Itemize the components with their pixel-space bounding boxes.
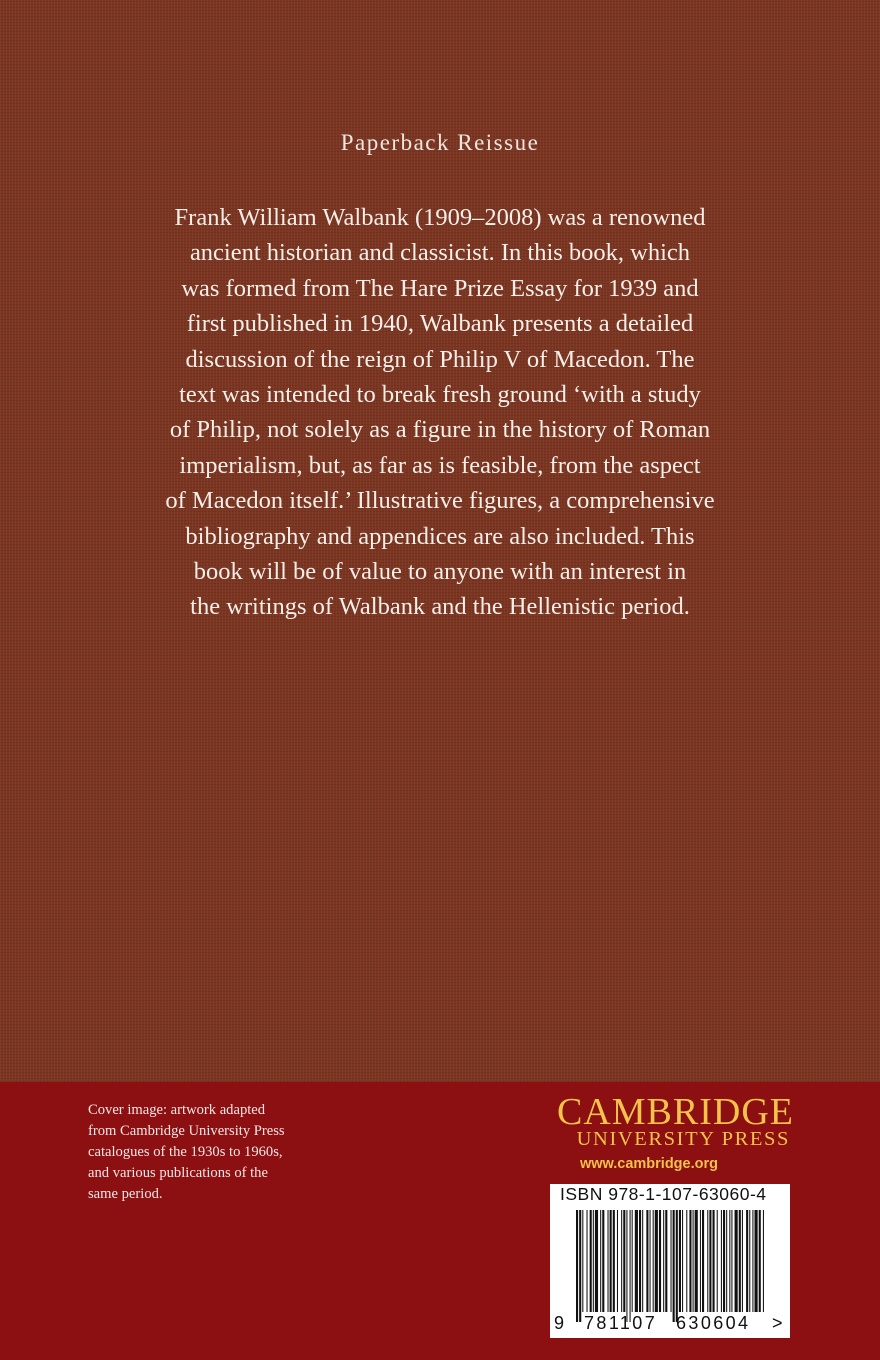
barcode-bar xyxy=(763,1210,764,1312)
barcode-bar xyxy=(639,1210,641,1312)
barcode-bar xyxy=(650,1210,651,1312)
publisher-name: CAMBRIDGE xyxy=(556,1091,794,1133)
barcode-bar xyxy=(717,1210,718,1312)
description-line: book will be of value to anyone with an interest in xyxy=(193,558,687,586)
barcode-bar xyxy=(593,1210,594,1312)
barcode-bar xyxy=(693,1210,694,1312)
barcode-bar xyxy=(695,1210,698,1312)
barcode-bar xyxy=(709,1210,711,1312)
barcode-bar xyxy=(721,1210,722,1312)
barcode-bar xyxy=(632,1210,633,1312)
description-line: Frank William Walbank (1909–2008) was a renowned xyxy=(174,204,706,231)
barcode-bar xyxy=(731,1210,732,1312)
barcode-bar xyxy=(742,1210,743,1312)
description-line: bibliography and appendices are also included. This xyxy=(185,522,695,550)
barcode-bar xyxy=(749,1210,750,1312)
barcode-bar xyxy=(623,1210,625,1312)
series-label: Paperback Reissue xyxy=(340,130,540,155)
barcode-bar xyxy=(590,1210,592,1312)
credit-line: catalogues of the 1930s to 1960s, xyxy=(88,1144,283,1160)
barcode-bar xyxy=(653,1210,654,1312)
barcode-bar xyxy=(663,1210,664,1312)
description-line: of Philip, not solely as a figure in the history of Roman xyxy=(169,416,711,444)
barcode-bar xyxy=(729,1210,730,1312)
barcode-left-group: 781107 xyxy=(584,1313,658,1333)
description-line: text was intended to break fresh ground ‘with a study xyxy=(179,381,701,409)
description-line: discussion of the reign of Philip V of Macedon. The xyxy=(185,345,695,373)
barcode-bar xyxy=(595,1210,598,1312)
barcode-bar xyxy=(726,1210,727,1312)
barcode-bar xyxy=(626,1210,627,1322)
isbn-label: ISBN 978-1-107-63060-4 xyxy=(560,1184,767,1204)
book-description xyxy=(130,200,750,625)
barcode-bar xyxy=(602,1210,604,1312)
barcode-bar xyxy=(635,1210,638,1312)
barcode-bar xyxy=(642,1210,643,1312)
barcode-bar xyxy=(655,1210,658,1312)
credit-line: Cover image: artwork adapted xyxy=(88,1102,266,1118)
barcode-bar xyxy=(673,1210,675,1322)
barcode-bar xyxy=(617,1210,618,1312)
barcode-bar xyxy=(679,1210,681,1312)
barcode-bar xyxy=(755,1210,758,1312)
credit-line: and various publications of the xyxy=(88,1165,268,1181)
description-line: imperialism, but, as far as is feasible, from the aspect xyxy=(179,451,701,479)
barcode-bar xyxy=(646,1210,648,1312)
barcode-quiet-zone-mark: > xyxy=(772,1313,783,1333)
barcode-bar xyxy=(610,1210,612,1312)
barcode-bar xyxy=(671,1210,672,1312)
barcode-bar xyxy=(752,1210,753,1312)
barcode-bar xyxy=(676,1210,678,1322)
barcode-bar xyxy=(759,1210,761,1312)
barcode-bar xyxy=(600,1210,601,1312)
barcode-bar xyxy=(700,1210,701,1312)
barcode-bar xyxy=(702,1210,704,1312)
barcode-bar xyxy=(689,1210,691,1312)
barcode-bar xyxy=(659,1210,661,1312)
isbn-barcode xyxy=(550,1184,790,1338)
barcode-bar xyxy=(682,1210,683,1312)
description-line: first published in 1940, Walbank presents a detailed xyxy=(186,310,694,338)
barcode-bar xyxy=(621,1210,622,1312)
barcode-bar xyxy=(686,1210,687,1312)
description-line: ancient historian and classicist. In this book, which xyxy=(189,239,691,267)
barcode-bar xyxy=(608,1210,609,1312)
description-line: of Macedon itself.’ Illustrative figures, a comprehensive xyxy=(165,487,715,515)
description-line: was formed from The Hare Prize Essay for 1939 and xyxy=(181,274,699,302)
barcode-bar xyxy=(587,1210,588,1312)
barcode-bar xyxy=(713,1210,715,1312)
credit-line: same period. xyxy=(88,1186,163,1202)
barcode-bar xyxy=(576,1210,578,1322)
barcode-bar xyxy=(579,1210,581,1322)
barcode-bar xyxy=(723,1210,725,1312)
barcode-bar xyxy=(707,1210,708,1312)
barcode-bar xyxy=(613,1210,615,1312)
cover-image-credit xyxy=(88,1100,368,1205)
barcode-bars xyxy=(576,1210,766,1322)
publisher-press: UNIVERSITY PRESS xyxy=(576,1128,790,1150)
barcode-bar xyxy=(739,1210,741,1312)
credit-line: from Cambridge University Press xyxy=(88,1123,285,1139)
barcode-right-group: 630604 xyxy=(676,1313,751,1333)
publisher-url[interactable]: www.cambridge.org xyxy=(579,1156,718,1172)
barcode-bar xyxy=(582,1210,583,1312)
barcode-bar xyxy=(746,1210,748,1312)
barcode-lead-digit: 9 xyxy=(554,1313,565,1333)
barcode-bar xyxy=(630,1210,631,1322)
barcode-bar xyxy=(735,1210,738,1312)
barcode-bar xyxy=(665,1210,667,1312)
description-line: the writings of Walbank and the Hellenistic period. xyxy=(190,593,690,621)
